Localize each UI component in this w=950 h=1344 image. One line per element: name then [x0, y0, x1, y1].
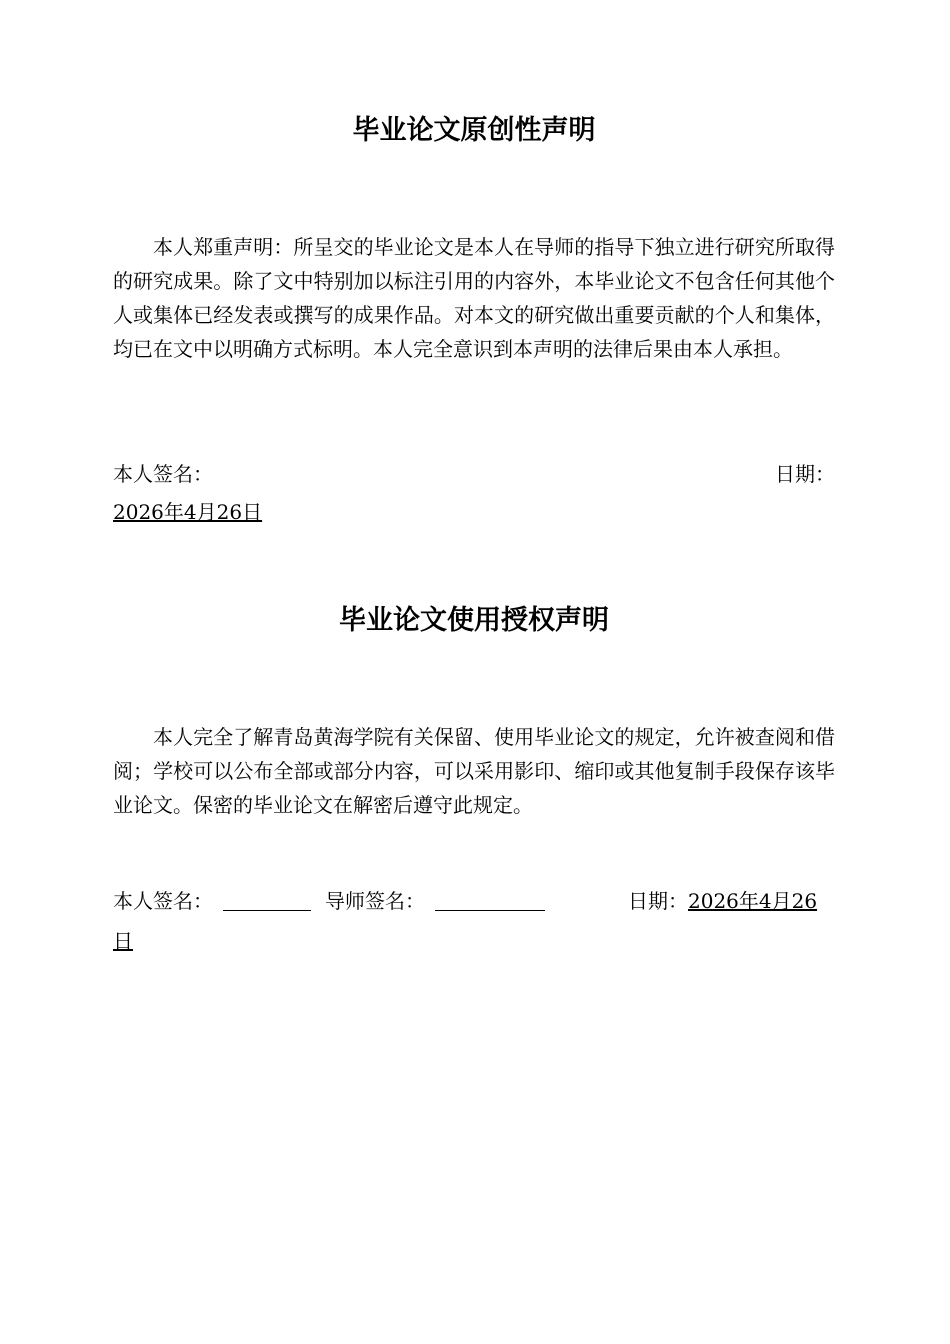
authorization-signature-label: 本人签名： [113, 889, 213, 913]
authorization-date [628, 884, 817, 918]
authorization-date-label: 日期： [628, 889, 688, 913]
originality-date-value: 2026年4月26日 [113, 500, 263, 524]
declaration-page [113, 0, 835, 1344]
originality-title: 毕业论文原创性声明 [352, 115, 596, 146]
authorization-body: 本人完全了解青岛黄海学院有关保留、使用毕业论文的规定，允许被查阅和借阅；学校可以公布全部或部分内容，可以采用影印、缩印或其他复制手段保存该毕业论文。保密的毕业论文在解密后遵守此规定。 [113, 725, 835, 817]
originality-signature-label: 本人签名： [113, 462, 213, 486]
advisor-signature-label: 导师签名： [325, 889, 425, 913]
authorization-signature-row [113, 884, 835, 918]
originality-body: 本人郑重声明：所呈交的毕业论文是本人在导师的指导下独立进行研究所取得的研究成果。除了文中特别加以标注引用的内容外，本毕业论文不包含任何其他个人或集体已经发表或撰写的成果作品。对本文的研究做出重要贡献的个人和集体，均已在文中以明确方式标明。本人完全意识到本声明的法律后果由本人承担。 [113, 235, 835, 361]
student-signature-blank[interactable] [223, 886, 311, 911]
originality-date-row [113, 495, 835, 529]
authorization-date-wrap-row [113, 924, 835, 958]
authorization-date-value-wrap: 日 [113, 929, 133, 953]
originality-date-label: 日期： [775, 462, 835, 486]
advisor-signature-blank[interactable] [435, 886, 545, 911]
authorization-title: 毕业论文使用授权声明 [339, 605, 609, 636]
authorization-date-value: 2026年4月26 [688, 889, 818, 913]
originality-signature-row [113, 457, 835, 491]
